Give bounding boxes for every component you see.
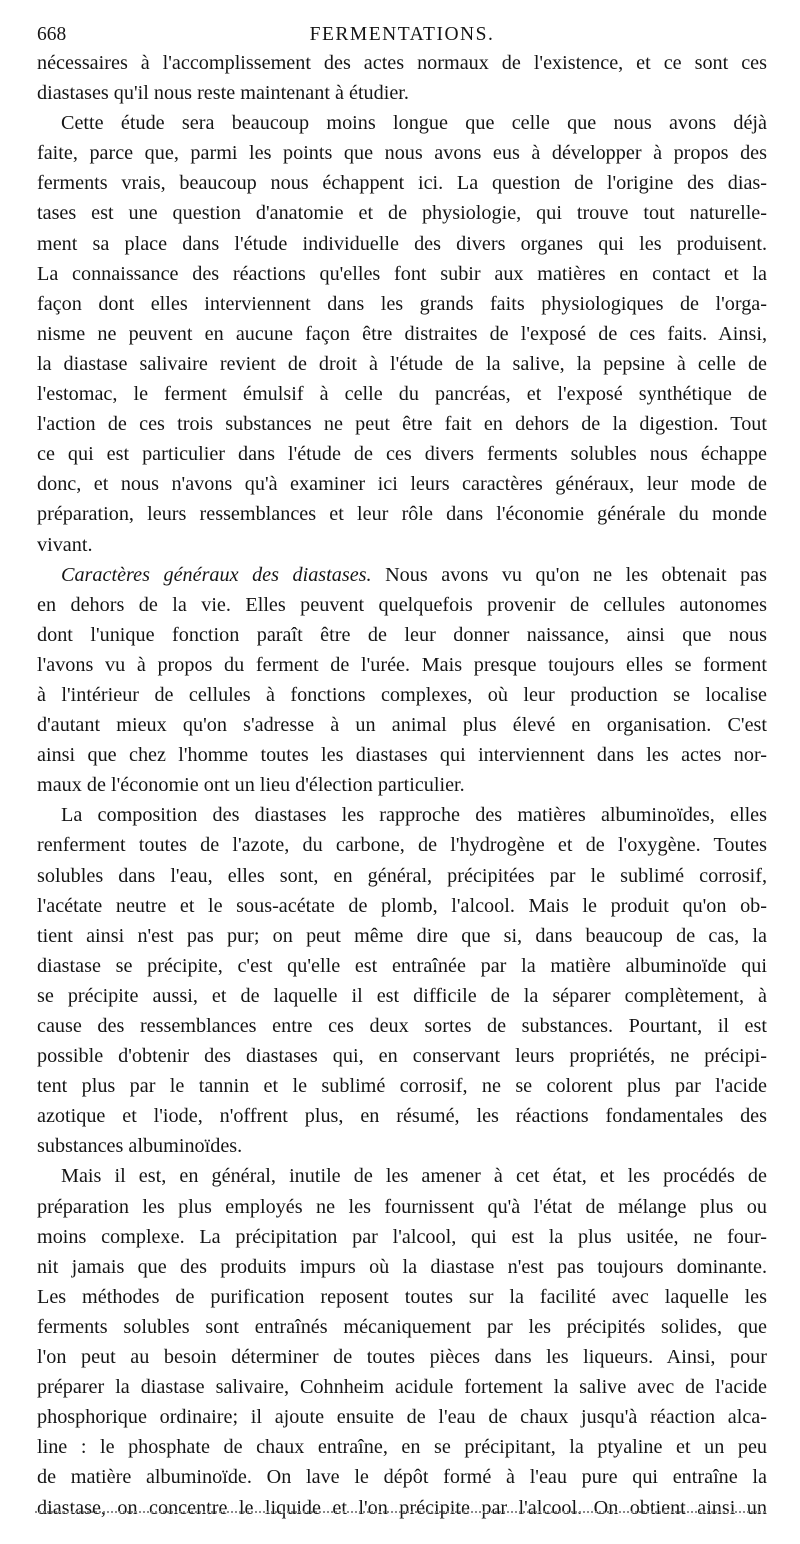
text-line: vivant. [37, 533, 93, 556]
text-line: nisme ne peuvent en aucune façon être distraites de l'exposé de ces faits. Ainsi, [37, 322, 767, 345]
book-page [37, 22, 767, 1523]
page-number: 668 [37, 24, 67, 45]
text-line: préparation les plus employés ne les fournissent qu'à l'état de mélange plus ou [37, 1195, 767, 1218]
text-line: substances albuminoïdes. [37, 1135, 243, 1158]
text-line: renferment toutes de l'azote, du carbone, de l'hydrogène et de l'oxygène. Toutes [37, 834, 767, 857]
text-line: l'on peut au besoin déterminer de toutes pièces dans les liqueurs. Ainsi, pour [37, 1346, 767, 1369]
footer-dotted-rule [35, 1511, 765, 1513]
text-line: tases est une question d'anatomie et de physiologie, qui trouve tout naturelle- [37, 202, 767, 225]
text-run: Nous avons vu qu'on ne les obtenait pas [371, 563, 767, 586]
text-line: l'estomac, le ferment émulsif à celle du pancréas, et l'exposé synthétique de [37, 383, 767, 406]
text-line: La composition des diastases les rapproche des matières albuminoïdes, elles [61, 804, 767, 827]
text-line: l'acétate neutre et le sous-acétate de plomb, l'alcool. Mais le produit qu'on ob- [37, 894, 767, 917]
running-title: FERMENTATIONS. [309, 24, 495, 45]
text-line: nit jamais que des produits impurs où la diastase n'est pas toujours dominante. [37, 1255, 767, 1278]
text-line: donc, et nous n'avons qu'à examiner ici leurs caractères généraux, leur mode de [37, 473, 767, 496]
text-line: diastase se précipite, c'est qu'elle est entraînée par la matière albuminoïde qui [37, 954, 767, 977]
text-line: La connaissance des réactions qu'elles font subir aux matières en contact et la [37, 262, 767, 285]
text-line: cause des ressemblances entre ces deux sortes de substances. Pourtant, il est [37, 1015, 767, 1037]
text-line: solubles dans l'eau, elles sont, en général, précipitées par le sublimé corrosif, [37, 864, 767, 887]
text-line: préparer la diastase salivaire, Cohnheim acidule fortement la salive avec de l'acide [37, 1376, 767, 1399]
text-line: tient ainsi n'est pas pur; on peut même dire que si, dans beaucoup de cas, la [37, 924, 767, 947]
text-line: Cette étude sera beaucoup moins longue que celle que nous avons déjà [61, 112, 767, 135]
text-line: à l'intérieur de cellules à fonctions complexes, où leur production se localise [37, 683, 767, 706]
text-line: diastases qu'il nous reste maintenant à étudier. [37, 82, 409, 105]
text-line: maux de l'économie ont un lieu d'élection particulier. [37, 774, 465, 797]
text-line: en dehors de la vie. Elles peuvent quelquefois provenir de cellules autonomes [37, 593, 767, 616]
text-line: faite, parce que, parmi les points que nous avons eus à développer à propos des [37, 142, 767, 165]
text-line: façon dont elles interviennent dans les grands faits physiologiques de l'orga- [37, 292, 767, 315]
text-line: préparation, leurs ressemblances et leur rôle dans l'économie générale du monde [37, 503, 767, 526]
text-line: ment sa place dans l'étude individuelle des divers organes qui les produisent. [37, 232, 767, 255]
page-header [37, 22, 767, 48]
text-line: ferments solubles sont entraînés mécaniquement par les précipités solides, que [37, 1315, 767, 1338]
body-text [37, 48, 767, 1523]
text-line: ferments vrais, beaucoup nous échappent ici. La question de l'origine des dias- [37, 172, 767, 195]
section-lead-heading: Caractères généraux des diastases. [61, 563, 372, 586]
text-line: d'autant mieux qu'on s'adresse à un animal plus élevé en organisation. C'est [37, 714, 767, 737]
text-line: Les méthodes de purification reposent toutes sur la facilité avec laquelle les [37, 1285, 767, 1308]
text-line: ainsi que chez l'homme toutes les diastases qui interviennent dans les actes nor- [37, 744, 767, 767]
text-line: ce qui est particulier dans l'étude de ces divers ferments solubles nous échappe [37, 443, 767, 466]
text-line: moins complexe. La précipitation par l'alcool, qui est la plus usitée, ne four- [37, 1225, 767, 1248]
text-line: l'action de ces trois substances ne peut être fait en dehors de la digestion. Tout [37, 413, 767, 436]
text-line: l'avons vu à propos du ferment de l'urée. Mais presque toujours elles se forment [37, 653, 767, 676]
text-line: line : le phosphate de chaux entraîne, en se précipitant, la ptyaline et un peu [37, 1436, 767, 1459]
text-line: tent plus par le tannin et le sublimé corrosif, ne se colorent plus par l'acide [37, 1075, 767, 1098]
text-line: diastase, on concentre le liquide et l'on précipite par l'alcool. On obtient ainsi un [37, 1496, 767, 1519]
text-line: phosphorique ordinaire; il ajoute ensuite de l'eau de chaux jusqu'à réaction alca- [37, 1406, 767, 1429]
text-line: dont l'unique fonction paraît être de leur donner naissance, ainsi que nous [37, 623, 767, 646]
text-line: nécessaires à l'accomplissement des actes normaux de l'existence, et ce sont ces [37, 52, 767, 74]
text-line: la diastase salivaire revient de droit à l'étude de la salive, la pepsine à celle de [37, 352, 767, 375]
text-line: de matière albuminoïde. On lave le dépôt formé à l'eau pure qui entraîne la [37, 1466, 767, 1489]
text-line: possible d'obtenir des diastases qui, en conservant leurs propriétés, ne précipi- [37, 1045, 767, 1068]
text-line: azotique et l'iode, n'offrent plus, en résumé, les réactions fondamentales des [37, 1105, 767, 1128]
text-line: Mais il est, en général, inutile de les amener à cet état, et les procédés de [61, 1165, 767, 1188]
text-line: se précipite aussi, et de laquelle il est difficile de la séparer complètement, à [37, 984, 767, 1007]
text-line [37, 560, 767, 590]
